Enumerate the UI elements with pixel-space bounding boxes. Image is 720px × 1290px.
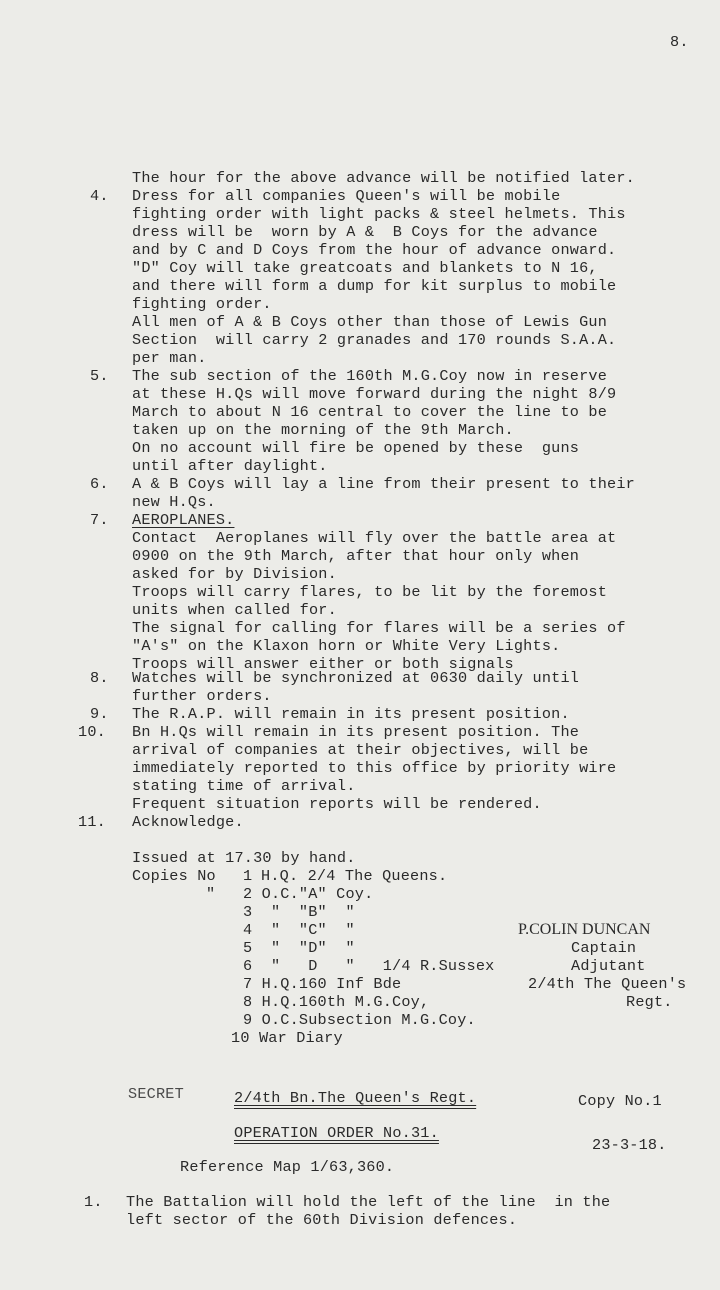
para-number-6: 6. <box>90 475 109 493</box>
copy-recipient: 4 " "C" " <box>243 921 355 939</box>
body-line: Troops will carry flares, to be lit by the foremost <box>132 583 608 601</box>
body-line: The sub section of the 160th M.G.Coy now in reserve <box>132 367 608 385</box>
copy-number: 1 <box>243 867 253 885</box>
body-line: All men of A & B Coys other than those of Lewis Gun <box>132 313 608 331</box>
para-number-4: 4. <box>90 187 109 205</box>
body-line: Frequent situation reports will be rendered. <box>132 795 542 813</box>
body-line: arrival of companies at their objectives, will be <box>132 741 589 759</box>
body-line: and by C and D Coys from the hour of advance onward. <box>132 241 617 259</box>
body-line: further orders. <box>132 687 272 705</box>
operation-order-title: OPERATION ORDER No.31. <box>234 1124 439 1142</box>
battalion-title: 2/4th Bn.The Queen's Regt. <box>234 1089 477 1107</box>
copy-recipient: H.Q. 2/4 The Queens. <box>261 867 448 885</box>
copy-number-label: Copy No.1 <box>578 1092 662 1110</box>
copy-recipient: 3 " "B" " <box>243 903 355 921</box>
body-line: March to about N 16 central to cover the line to be <box>132 403 608 421</box>
para-number-5: 5. <box>90 367 109 385</box>
copy-recipient: 2 O.C."A" Coy. <box>243 885 374 903</box>
body-line: "A's" on the Klaxon horn or White Very Lights. <box>132 637 561 655</box>
body-line: The R.A.P. will remain in its present position. <box>132 705 570 723</box>
body-line: stating time of arrival. <box>132 777 356 795</box>
body-line: until after daylight. <box>132 457 328 475</box>
body-line: dress will be worn by A & B Coys for the advance <box>132 223 598 241</box>
body-line: taken up on the morning of the 9th March. <box>132 421 514 439</box>
body-line: Troops will answer either or both signals <box>132 655 514 673</box>
body-line: immediately reported to this office by priority wire <box>132 759 617 777</box>
body-line: A & B Coys will lay a line from their present to their <box>132 475 635 493</box>
issued-line: Issued at 17.30 by hand. <box>132 849 356 867</box>
copy-recipient: 6 " D " 1/4 R.Sussex <box>243 957 495 975</box>
body-line: Section will carry 2 granades and 170 rounds S.A.A. <box>132 331 617 349</box>
copy-recipient: 5 " "D" " <box>243 939 355 957</box>
para-number-8: 8. <box>90 669 109 687</box>
order-date: 23-3-18. <box>592 1136 667 1154</box>
copy-recipient: 10 War Diary <box>231 1029 343 1047</box>
copy-recipient: 7 H.Q.160 Inf Bde <box>243 975 402 993</box>
copy-number: " <box>206 885 216 903</box>
body-line: Acknowledge. <box>132 813 244 831</box>
body-line: fighting order. <box>132 295 272 313</box>
signature-rank: Captain <box>571 939 637 957</box>
copy-recipient: 8 H.Q.160th M.G.Coy, <box>243 993 430 1011</box>
signature-role: Adjutant <box>571 957 646 975</box>
signature-unit: 2/4th The Queen's <box>528 975 687 993</box>
copies-label: Copies No <box>132 867 216 885</box>
page-number: 8. <box>670 33 689 51</box>
body-line: Contact Aeroplanes will fly over the battle area at <box>132 529 617 547</box>
body-line: Bn H.Qs will remain in its present position. The <box>132 723 580 741</box>
body-line: units when called for. <box>132 601 337 619</box>
body-line: new H.Qs. <box>132 493 216 511</box>
body-line: "D" Coy will take greatcoats and blankets to N 16, <box>132 259 598 277</box>
body-line: On no account will fire be opened by these guns <box>132 439 580 457</box>
para-number-9: 9. <box>90 705 109 723</box>
body-line: The signal for calling for flares will be a series of <box>132 619 626 637</box>
signature-unit-2: Regt. <box>626 993 673 1011</box>
reference-map: Reference Map 1/63,360. <box>180 1158 395 1176</box>
body-line: The Battalion will hold the left of the line in the <box>126 1193 611 1211</box>
signature-name: P.COLIN DUNCAN <box>518 921 651 938</box>
para-number-11: 11. <box>78 813 106 831</box>
section-heading-aeroplanes: AEROPLANES. <box>132 511 235 529</box>
body-line: at these H.Qs will move forward during the night 8/9 <box>132 385 617 403</box>
body-line: left sector of the 60th Division defences. <box>126 1211 518 1229</box>
body-line: per man. <box>132 349 207 367</box>
body-line: Watches will be synchronized at 0630 daily until <box>132 669 580 687</box>
body-line: The hour for the above advance will be notified later. <box>132 169 635 187</box>
body-line: fighting order with light packs & steel helmets. This <box>132 205 626 223</box>
para-number-1: 1. <box>84 1193 103 1211</box>
body-line: 0900 on the 9th March, after that hour only when <box>132 547 580 565</box>
para-number-10: 10. <box>78 723 106 741</box>
copy-recipient: 9 O.C.Subsection M.G.Coy. <box>243 1011 476 1029</box>
body-line: and there will form a dump for kit surplus to mobile <box>132 277 617 295</box>
classification-stamp: SECRET <box>128 1085 184 1103</box>
body-line: asked for by Division. <box>132 565 337 583</box>
body-line: Dress for all companies Queen's will be mobile <box>132 187 561 205</box>
para-number-7: 7. <box>90 511 109 529</box>
